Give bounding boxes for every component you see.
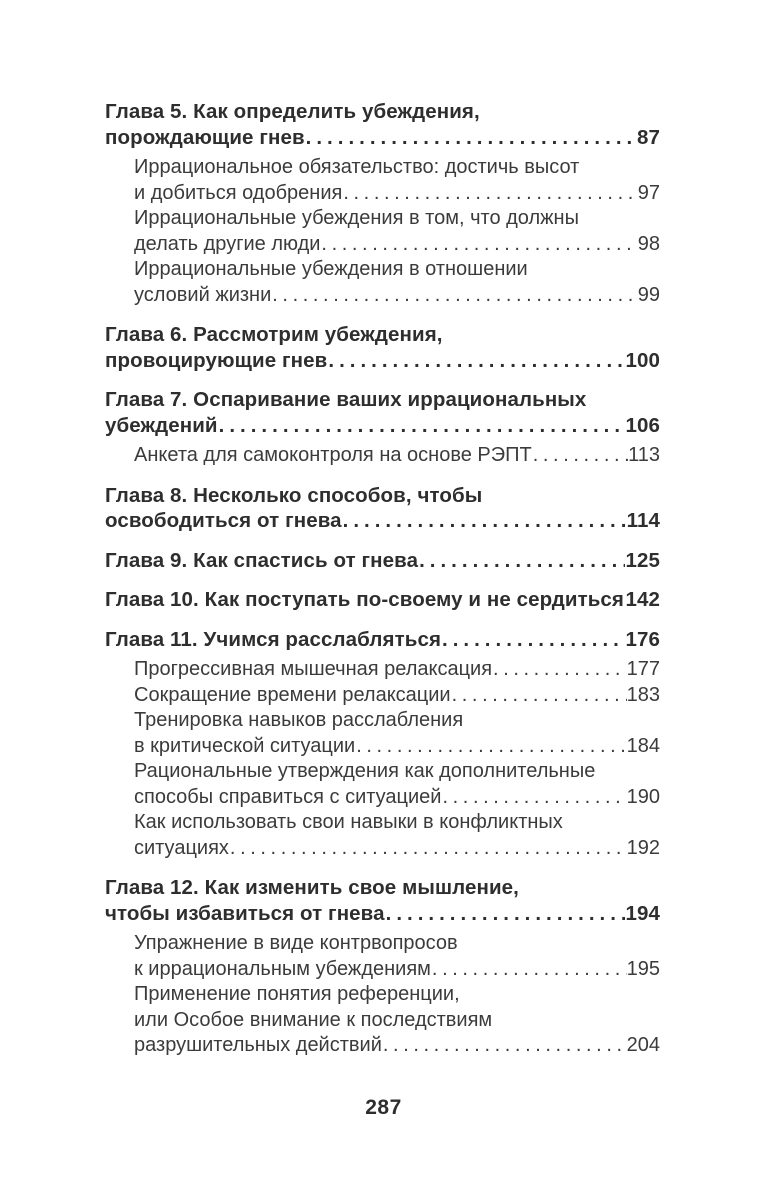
toc-entry-text-line: Упражнение в виде контрвопросов — [134, 932, 458, 954]
toc-entry-leader-line — [134, 683, 660, 709]
toc-entry-text-line: Тренировка навыков расслабления — [134, 709, 464, 731]
toc-entry-title: Глава 10. Как поступать по-своему и не сердиться — [105, 588, 624, 611]
dot-leader — [418, 548, 625, 574]
toc-entry-text-line: Глава 5. Как определить убеждения, — [105, 100, 480, 123]
toc-entry-leader-line — [105, 548, 660, 574]
toc-chapter-entry — [105, 587, 660, 613]
toc-entry-page-number: 113 — [628, 444, 660, 466]
toc-chapter-entry — [105, 627, 660, 653]
toc-entry-page-number: 99 — [637, 283, 660, 306]
toc-entry-title: Глава 11. Учимся расслабляться — [105, 627, 442, 651]
dot-leader — [385, 901, 626, 927]
dot-leader — [431, 957, 627, 983]
toc-entry-leader-line — [134, 785, 660, 811]
toc-sub-entry — [105, 982, 660, 1059]
toc-entry-leader-line — [134, 957, 660, 983]
toc-entry-text-line: Глава 12. Как изменить свое мышление, — [105, 876, 519, 899]
toc-entry-page-number: 97 — [637, 181, 660, 204]
toc-entry-title: условий жизни — [134, 283, 272, 306]
toc-entry-title: провоцирующие гнев — [105, 348, 328, 372]
toc-entry-leader-line — [134, 283, 660, 309]
dot-leader — [451, 683, 627, 709]
toc-entry-text-line: Применение понятия референции, — [134, 983, 460, 1005]
footer-page-number: 287 — [365, 1096, 402, 1119]
toc-entry-leader-line — [134, 1033, 660, 1059]
toc-entry-leader-line — [134, 836, 660, 862]
toc-entry-leader-line — [105, 901, 660, 927]
toc-entry-title: и добиться одобрения — [134, 181, 343, 204]
toc-sub-entry — [105, 155, 660, 206]
toc-entry-title: ситуациях — [134, 836, 229, 859]
toc-list — [105, 99, 660, 1059]
toc-entry-title: убеждений — [105, 413, 218, 437]
toc-entry-text-line: Иррациональные убеждения в том, что должны — [134, 207, 579, 229]
toc-entry-page-number: 190 — [626, 785, 660, 808]
toc-entry-title: в критической ситуации — [134, 734, 356, 757]
toc-chapter-entry — [105, 548, 660, 574]
toc-entry-title: порождающие гнев — [105, 125, 305, 149]
dot-leader — [382, 1033, 627, 1059]
dot-leader — [218, 413, 626, 439]
toc-entry-title: Прогрессивная мышечная релаксация — [134, 658, 493, 680]
toc-entry-text-line: Глава 7. Оспаривание ваших иррациональных — [105, 388, 587, 411]
toc-entry-text-line: Рациональные утверждения как дополнительные — [134, 760, 596, 782]
toc-entry-leader-line — [134, 232, 660, 258]
toc-chapter-entry — [105, 483, 660, 534]
toc-sub-entry — [105, 443, 660, 469]
dot-leader — [342, 181, 637, 207]
toc-sub-entry — [105, 759, 660, 810]
toc-entry-page-number: 114 — [626, 509, 660, 532]
toc-sub-entry — [105, 931, 660, 982]
toc-entry-title: Сокращение времени релаксации — [134, 683, 451, 706]
toc-entry-page-number: 106 — [625, 413, 660, 437]
toc-entry-page-number: 184 — [626, 734, 660, 757]
dot-leader — [229, 836, 627, 862]
dot-leader — [305, 125, 637, 151]
toc-sub-entry — [105, 810, 660, 861]
toc-entry-page-number: 100 — [625, 348, 660, 372]
toc-sub-entry — [105, 657, 660, 683]
toc-entry-leader-line — [105, 508, 660, 534]
toc-entry-page-number: 176 — [625, 627, 660, 651]
toc-entry-page-number: 195 — [626, 957, 660, 980]
toc-entry-page-number: 204 — [626, 1034, 660, 1056]
toc-entry-leader-line — [134, 734, 660, 760]
dot-leader — [271, 283, 637, 309]
toc-entry-text-line: Глава 6. Рассмотрим убеждения, — [105, 323, 443, 346]
toc-sub-entry — [105, 683, 660, 709]
dot-leader — [441, 627, 625, 653]
dot-leader — [492, 657, 627, 683]
toc-entry-text-line: Глава 8. Несколько способов, чтобы — [105, 483, 483, 507]
toc-chapter-entry — [105, 875, 660, 926]
toc-entry-page-number: 194 — [625, 901, 660, 925]
dot-leader — [355, 734, 626, 760]
toc-entry-title: к иррациональным убеждениям — [134, 957, 431, 980]
toc-entry-page-number: 192 — [626, 836, 660, 859]
toc-entry-page-number: 177 — [626, 658, 660, 680]
toc-entry-title: Глава 9. Как спастись от гнева — [105, 548, 419, 572]
toc-entry-text-line: Как использовать свои навыки в конфликтных — [134, 811, 563, 833]
toc-sub-entry — [105, 708, 660, 759]
toc-sub-entry — [105, 206, 660, 257]
toc-entry-text-line: или Особое внимание к последствиям — [134, 1008, 493, 1031]
toc-entry-leader-line — [105, 125, 660, 151]
toc-entry-title: делать другие люди — [134, 232, 321, 255]
dot-leader — [320, 232, 637, 258]
dot-leader — [532, 443, 628, 469]
toc-entry-title: разрушительных действий — [134, 1034, 382, 1056]
toc-entry-page-number: 98 — [637, 232, 660, 255]
toc-entry-title: чтобы избавиться от гнева — [105, 901, 385, 925]
dot-leader — [342, 508, 627, 534]
toc-entry-leader-line — [105, 627, 660, 653]
toc-entry-title: способы справиться с ситуацией — [134, 785, 442, 808]
toc-entry-leader-line — [105, 348, 660, 374]
toc-entry-text-line: Иррациональное обязательство: достичь высот — [134, 156, 580, 178]
toc-chapter-entry — [105, 322, 660, 373]
toc-entry-page-number: 183 — [626, 683, 660, 706]
toc-entry-page-number: 125 — [625, 548, 660, 572]
toc-entry-leader-line — [134, 657, 660, 683]
toc-entry-leader-line — [134, 181, 660, 207]
toc-entry-page-number: 87 — [636, 125, 660, 149]
toc-entry-leader-line — [134, 443, 660, 469]
toc-entry-text-line: Иррациональные убеждения в отношении — [134, 258, 528, 280]
toc-entry-page-number: 142 — [625, 588, 660, 611]
toc-entry-leader-line — [105, 413, 660, 439]
toc-entry-leader-line — [105, 587, 660, 613]
toc-entry-title: освободиться от гнева — [105, 509, 342, 532]
toc-entry-title: Анкета для самоконтроля на основе РЭПТ — [134, 444, 532, 466]
toc-chapter-entry — [105, 99, 660, 150]
toc-sub-entry — [105, 257, 660, 308]
dot-leader — [327, 348, 625, 374]
dot-leader — [441, 785, 626, 811]
toc-chapter-entry — [105, 387, 660, 438]
